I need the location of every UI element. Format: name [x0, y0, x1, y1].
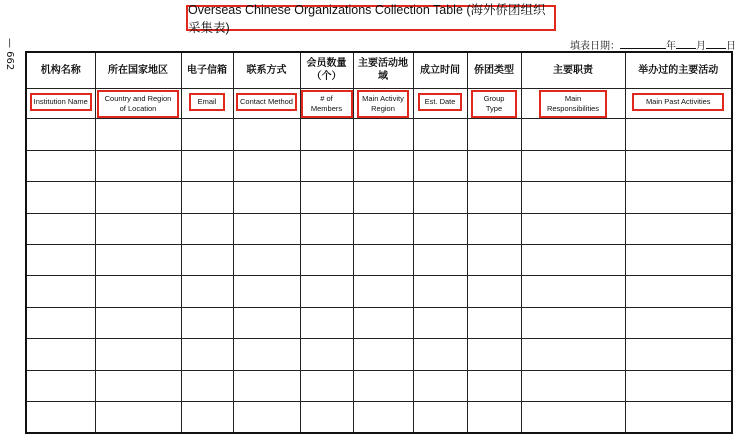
entry-cell[interactable] — [233, 213, 300, 244]
entry-cell[interactable] — [413, 119, 467, 150]
entry-cell[interactable] — [181, 213, 233, 244]
collection-table — [25, 51, 733, 434]
entry-cell[interactable] — [300, 119, 353, 150]
col-header-institution-name: 机构名称 — [26, 52, 95, 88]
entry-cell[interactable] — [467, 276, 521, 307]
entry-cell[interactable] — [353, 119, 413, 150]
en-label-contact-method: Contact Method — [236, 93, 297, 111]
entry-cell[interactable] — [521, 245, 625, 276]
entry-cell[interactable] — [625, 339, 732, 370]
entry-cell[interactable] — [26, 339, 95, 370]
entry-cell[interactable] — [625, 119, 732, 150]
entry-cell[interactable] — [300, 150, 353, 181]
entry-cell[interactable] — [521, 119, 625, 150]
entry-cell[interactable] — [181, 150, 233, 181]
entry-cell[interactable] — [521, 182, 625, 213]
month-label: 月 — [696, 41, 706, 52]
entry-cell[interactable] — [95, 276, 181, 307]
entry-cell[interactable] — [467, 402, 521, 433]
entry-cell[interactable] — [467, 150, 521, 181]
col-header-activity-region: 主要活动地域 — [353, 52, 413, 88]
entry-cell[interactable] — [625, 182, 732, 213]
entry-cell[interactable] — [95, 370, 181, 401]
entry-cell[interactable] — [181, 339, 233, 370]
entry-cell[interactable] — [26, 276, 95, 307]
entry-cell[interactable] — [181, 402, 233, 433]
entry-cell[interactable] — [467, 245, 521, 276]
entry-cell[interactable] — [521, 339, 625, 370]
entry-cell[interactable] — [181, 119, 233, 150]
col-header-email: 电子信箱 — [181, 52, 233, 88]
entry-cell[interactable] — [300, 276, 353, 307]
entry-cell[interactable] — [413, 370, 467, 401]
en-label-est-date: Est. Date — [418, 93, 462, 111]
entry-cell[interactable] — [26, 182, 95, 213]
entry-cell[interactable] — [233, 276, 300, 307]
entry-cell[interactable] — [181, 276, 233, 307]
entry-cell[interactable] — [300, 213, 353, 244]
entry-cell[interactable] — [95, 307, 181, 338]
entry-cell[interactable] — [233, 182, 300, 213]
table-row — [26, 370, 732, 401]
entry-cell[interactable] — [95, 150, 181, 181]
en-label-activity-region: Main Activity Region — [357, 90, 409, 118]
entry-cell[interactable] — [353, 307, 413, 338]
entry-cell[interactable] — [521, 213, 625, 244]
entry-cell[interactable] — [467, 119, 521, 150]
entry-cell[interactable] — [95, 402, 181, 433]
col-header-est-date: 成立时间 — [413, 52, 467, 88]
en-label-members: # of Members — [301, 90, 353, 118]
table-row — [26, 339, 732, 370]
entry-cell[interactable] — [95, 182, 181, 213]
entry-cell[interactable] — [413, 245, 467, 276]
table-row — [26, 119, 732, 150]
page-number: — 662 — [4, 37, 15, 71]
table-title: Overseas Chinese Organizations Collection Table (海外侨团组织采集表) — [186, 5, 556, 31]
en-label-institution-name: Institution Name — [30, 93, 92, 111]
table-row — [26, 150, 732, 181]
entry-cell[interactable] — [300, 182, 353, 213]
entry-cell[interactable] — [521, 370, 625, 401]
entry-cell[interactable] — [413, 150, 467, 181]
entry-cell[interactable] — [353, 213, 413, 244]
entry-cell[interactable] — [233, 245, 300, 276]
entry-cell[interactable] — [300, 402, 353, 433]
col-header-group-type: 侨团类型 — [467, 52, 521, 88]
fill-date-label: 填表日期： — [570, 41, 620, 52]
entry-cell[interactable] — [26, 245, 95, 276]
col-header-country-region: 所在国家地区 — [95, 52, 181, 88]
day-blank[interactable] — [706, 39, 726, 49]
entry-cell[interactable] — [521, 276, 625, 307]
year-blank[interactable] — [620, 39, 666, 49]
header-row-en — [26, 88, 732, 118]
entry-cell[interactable] — [233, 307, 300, 338]
entry-cell[interactable] — [625, 402, 732, 433]
entry-cell[interactable] — [625, 276, 732, 307]
entry-cell[interactable] — [26, 402, 95, 433]
entry-cell[interactable] — [625, 150, 732, 181]
entry-cell[interactable] — [413, 402, 467, 433]
entry-cell[interactable] — [413, 307, 467, 338]
table-row — [26, 402, 732, 433]
entry-cell[interactable] — [467, 182, 521, 213]
entry-cell[interactable] — [353, 245, 413, 276]
col-header-members: 会员数量（个） — [300, 52, 353, 88]
entry-cell[interactable] — [181, 370, 233, 401]
entry-cell[interactable] — [625, 307, 732, 338]
entry-cell[interactable] — [233, 339, 300, 370]
entry-cell[interactable] — [413, 182, 467, 213]
entry-cell[interactable] — [300, 245, 353, 276]
entry-cell[interactable] — [26, 307, 95, 338]
entry-cell[interactable] — [625, 245, 732, 276]
table-row — [26, 213, 732, 244]
entry-cell[interactable] — [233, 150, 300, 181]
table-row — [26, 276, 732, 307]
header-row-zh — [26, 52, 732, 88]
entry-cell[interactable] — [300, 370, 353, 401]
entry-cell[interactable] — [26, 150, 95, 181]
en-label-past-activities: Main Past Activities — [632, 93, 724, 111]
day-label: 日 — [726, 41, 736, 52]
entry-cell[interactable] — [233, 370, 300, 401]
entry-cell[interactable] — [181, 245, 233, 276]
entry-cell[interactable] — [521, 307, 625, 338]
entry-cell[interactable] — [353, 182, 413, 213]
entry-cell[interactable] — [300, 339, 353, 370]
entry-cell[interactable] — [181, 307, 233, 338]
en-label-group-type: Group Type — [471, 90, 517, 118]
month-blank[interactable] — [676, 39, 696, 49]
en-label-responsibilities: Main Responsibilities — [539, 90, 607, 118]
entry-cell[interactable] — [353, 402, 413, 433]
entry-cell[interactable] — [233, 119, 300, 150]
entry-cell[interactable] — [467, 213, 521, 244]
table-row — [26, 307, 732, 338]
entry-cell[interactable] — [26, 370, 95, 401]
entry-cell[interactable] — [233, 402, 300, 433]
entry-cell[interactable] — [625, 213, 732, 244]
entry-cell[interactable] — [26, 213, 95, 244]
entry-cell[interactable] — [353, 276, 413, 307]
entry-cell[interactable] — [95, 339, 181, 370]
entry-cell[interactable] — [413, 213, 467, 244]
entry-cell[interactable] — [353, 150, 413, 181]
table-row — [26, 245, 732, 276]
col-header-past-activities: 举办过的主要活动 — [625, 52, 732, 88]
entry-cell[interactable] — [95, 245, 181, 276]
entry-cell[interactable] — [353, 370, 413, 401]
en-label-email: Email — [189, 93, 225, 111]
entry-cell[interactable] — [95, 213, 181, 244]
table-row — [26, 182, 732, 213]
entry-cell[interactable] — [26, 119, 95, 150]
entry-cell[interactable] — [181, 182, 233, 213]
col-header-responsibilities: 主要职责 — [521, 52, 625, 88]
entry-cell[interactable] — [467, 370, 521, 401]
fill-date — [570, 37, 736, 52]
entry-cell[interactable] — [353, 339, 413, 370]
col-header-contact-method: 联系方式 — [233, 52, 300, 88]
entry-cell[interactable] — [467, 307, 521, 338]
en-label-country-region: Country and Region of Location — [97, 90, 179, 118]
entry-cell[interactable] — [413, 339, 467, 370]
year-label: 年 — [666, 41, 676, 52]
entry-cell[interactable] — [625, 370, 732, 401]
entry-cell[interactable] — [300, 307, 353, 338]
entry-cell[interactable] — [521, 402, 625, 433]
entry-cell[interactable] — [467, 339, 521, 370]
entry-cell[interactable] — [413, 276, 467, 307]
entry-cell[interactable] — [95, 119, 181, 150]
entry-cell[interactable] — [521, 150, 625, 181]
